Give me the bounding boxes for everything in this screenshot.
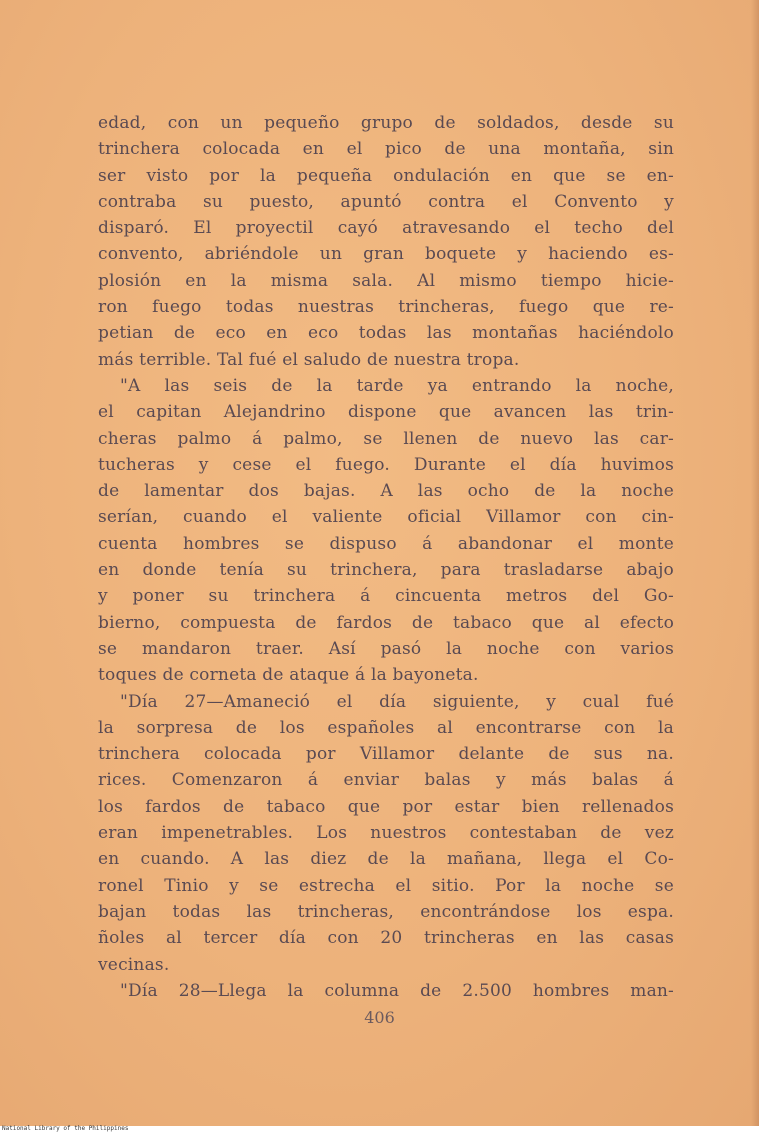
text-line: edad, con un pequeño grupo de soldados, desde su	[98, 113, 674, 133]
text-line: convento, abriéndole un gran boquete y haciendo es-	[98, 244, 674, 265]
text-line: bierno, compuesta de fardos de tabaco que al efecto	[98, 612, 674, 633]
text-line: bajan todas las trincheras, encontrándose los espa.	[98, 901, 674, 922]
text-line: ron fuego todas nuestras trincheras, fuego que re-	[98, 297, 674, 318]
text-line: trinchera colocada en el pico de una montaña, sin	[98, 139, 674, 160]
text-line: petian de eco en eco todas las montañas haciéndolo	[98, 323, 674, 344]
text-line: ñoles al tercer día con 20 trincheras en las casas	[98, 928, 674, 949]
text-line: "Día 28—Llega la columna de 2.500 hombres man-	[120, 980, 674, 1001]
text-line: disparó. El proyectil cayó atravesando el techo del	[98, 218, 674, 239]
text-line: "Día 27—Amaneció el día siguiente, y cual fué	[120, 691, 674, 712]
text-line: plosión en la misma sala. Al mismo tiempo hicie-	[98, 270, 674, 291]
text-line: cheras palmo á palmo, se llenen de nuevo las car-	[98, 428, 674, 449]
text-line: se mandaron traer. Así pasó la noche con varios	[98, 638, 674, 659]
text-line: el capitan Alejandrino dispone que avancen las trin-	[98, 402, 674, 423]
text-line: trinchera colocada por Villamor delante de sus na.	[98, 744, 674, 765]
text-line: cuenta hombres se dispuso á abandonar el monte	[98, 533, 674, 554]
text-line: los fardos de tabaco que por estar bien rellenados	[98, 796, 674, 817]
text-line: toques de corneta de ataque á la bayoneta.	[98, 665, 479, 686]
text-line: en cuando. A las diez de la mañana, llega el Co-	[98, 849, 674, 870]
text-line: en donde tenía su trinchera, para trasladarse abajo	[98, 560, 674, 581]
text-line: ser visto por la pequeña ondulación en que se en-	[98, 165, 674, 186]
page-number: 406	[364, 1008, 395, 1027]
text-line: y poner su trinchera á cincuenta metros del Go-	[98, 586, 674, 607]
text-line: la sorpresa de los españoles al encontrarse con la	[98, 717, 674, 738]
body-text	[98, 110, 674, 1004]
text-line: eran impenetrables. Los nuestros contestaban de vez	[98, 823, 674, 844]
library-footer: National Library of the Philippines	[2, 1125, 129, 1132]
text-line: tucheras y cese el fuego. Durante el día huvimos	[98, 454, 674, 475]
text-line: vecinas.	[98, 954, 170, 975]
text-line: más terrible. Tal fué el saludo de nuestra tropa.	[98, 349, 520, 370]
text-line: ronel Tinio y se estrecha el sitio. Por la noche se	[98, 875, 674, 896]
text-line: de lamentar dos bajas. A las ocho de la noche	[98, 481, 674, 502]
text-line: serían, cuando el valiente oficial Villamor con cin-	[98, 507, 674, 528]
text-line: "A las seis de la tarde ya entrando la noche,	[120, 375, 674, 396]
text-line: contraba su puesto, apuntó contra el Convento y	[98, 191, 674, 212]
text-line: rices. Comenzaron á enviar balas y más balas á	[98, 770, 674, 791]
